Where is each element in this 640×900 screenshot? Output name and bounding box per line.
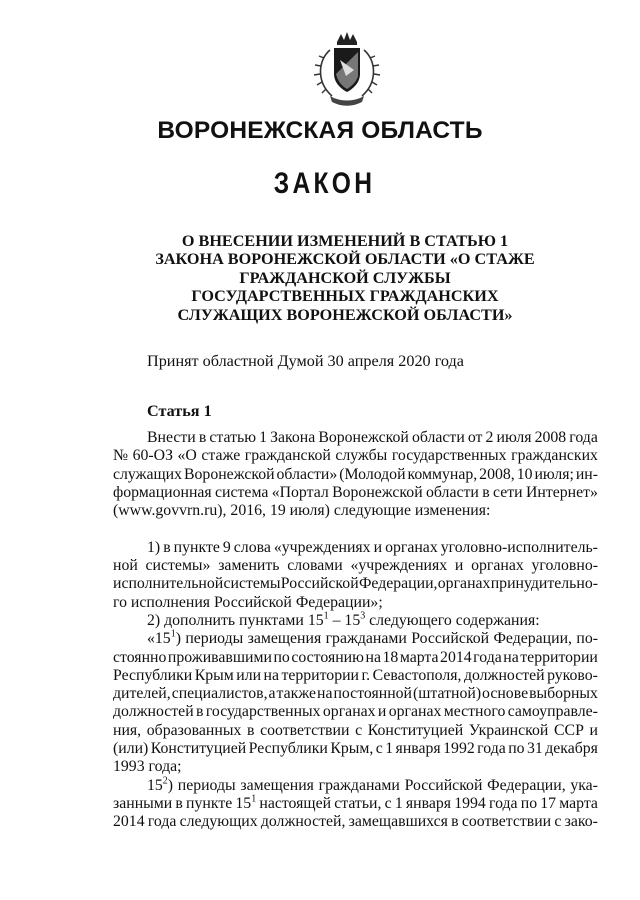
text-line: формационная система «Портал Воронежской области в сети Интернет» (113, 483, 598, 501)
law-title-line: ГОСУДАРСТВЕННЫХ ГРАЖДАНСКИХ (191, 287, 499, 306)
text-line: (или) Конституцией Республики Крым, с 1 января 1992 года по 31 декабря (113, 740, 598, 758)
document-type-heading: ЗАКОН (273, 167, 376, 200)
text-line: исполнительной системы Российской Федерации, органах принудительно- (113, 575, 598, 593)
superscript: 1 (323, 610, 329, 622)
article-body (113, 429, 598, 832)
text-line: ной системы» заменить словами «учреждениях и органах уголовно- (113, 557, 598, 575)
text-line: Республики Крым или на территории г. Севастополя, должностей руково- (113, 666, 598, 684)
item2-dash: – 15 (328, 611, 361, 629)
law-title-line: О ВНЕСЕНИИ ИЗМЕНЕНИЙ В СТАТЬЮ 1 (181, 232, 509, 250)
text-line: «$15^1$) периоды замещения гражданами Российской Федерации, по- (147, 629, 598, 648)
text-line: 2014 года следующих должностей, замещавшихся в соответствии с зако- (113, 813, 598, 831)
text-line: 1) в пункте 9 слова «учреждениях и органах уголовно-исполнитель- (147, 538, 598, 556)
adoption-note: Принят областной Думой 30 апреля 2020 года (147, 352, 464, 370)
text-line: должностей в государственных органах и органах местного самоуправле- (113, 703, 598, 721)
law-title-line: СЛУЖАЩИХ ВОРОНЕЖСКОЙ ОБЛАСТИ» (177, 305, 513, 324)
law-title-line: ЗАКОНА ВОРОНЕЖСКОЙ ОБЛАСТИ «О СТАЖЕ (155, 250, 535, 269)
superscript: 3 (360, 610, 366, 622)
text-line: ния, образованных в соответствии с Конституцией Украинской ССР и (113, 721, 598, 739)
region-heading: ВОРОНЕЖСКАЯ ОБЛАСТЬ (157, 117, 483, 144)
article-heading: Статья 1 (147, 402, 212, 420)
item2-prefix: 2) дополнить пунктами 15 (147, 611, 324, 629)
superscript: 2 (162, 775, 168, 787)
text-line: служащих Воронежской области» (Молодой коммунар, 2008, 10 июля; ин- (113, 465, 598, 483)
text-line: го исполнения Российской Федерации»; (113, 593, 383, 611)
text-line (113, 612, 598, 630)
item2-suffix: следующего содержания: (365, 611, 540, 629)
law-title (140, 232, 550, 324)
text-line: стоянно проживавшими по состоянию на 18 марта 2014 года на территории (113, 648, 598, 666)
superscript: 1 (251, 793, 257, 805)
text-line: дителей, специалистов, а также на постоянной (штатной) основе выборных (113, 685, 598, 703)
superscript: 1 (170, 629, 176, 640)
law-title-line: ГРАЖДАНСКОЙ СЛУЖБЫ (239, 268, 451, 287)
text-line: Внести в статью 1 Закона Воронежской области от 2 июля 2008 года (147, 429, 598, 446)
text-line: $15^2$) периоды замещения гражданами Российской Федерации, ука- (147, 775, 598, 794)
text-line: занными в пункте $15^1$ настоящей статьи, с 1 января 1994 года по 17 марта (113, 793, 598, 812)
text-line: № 60-ОЗ «О стаже гражданской службы государственных гражданских (113, 447, 598, 465)
coat-of-arms-icon (308, 30, 386, 110)
text-line: 1993 года; (113, 758, 182, 776)
text-line: (www.govvrn.ru), 2016, 19 июля) следующие изменения: (113, 502, 491, 520)
